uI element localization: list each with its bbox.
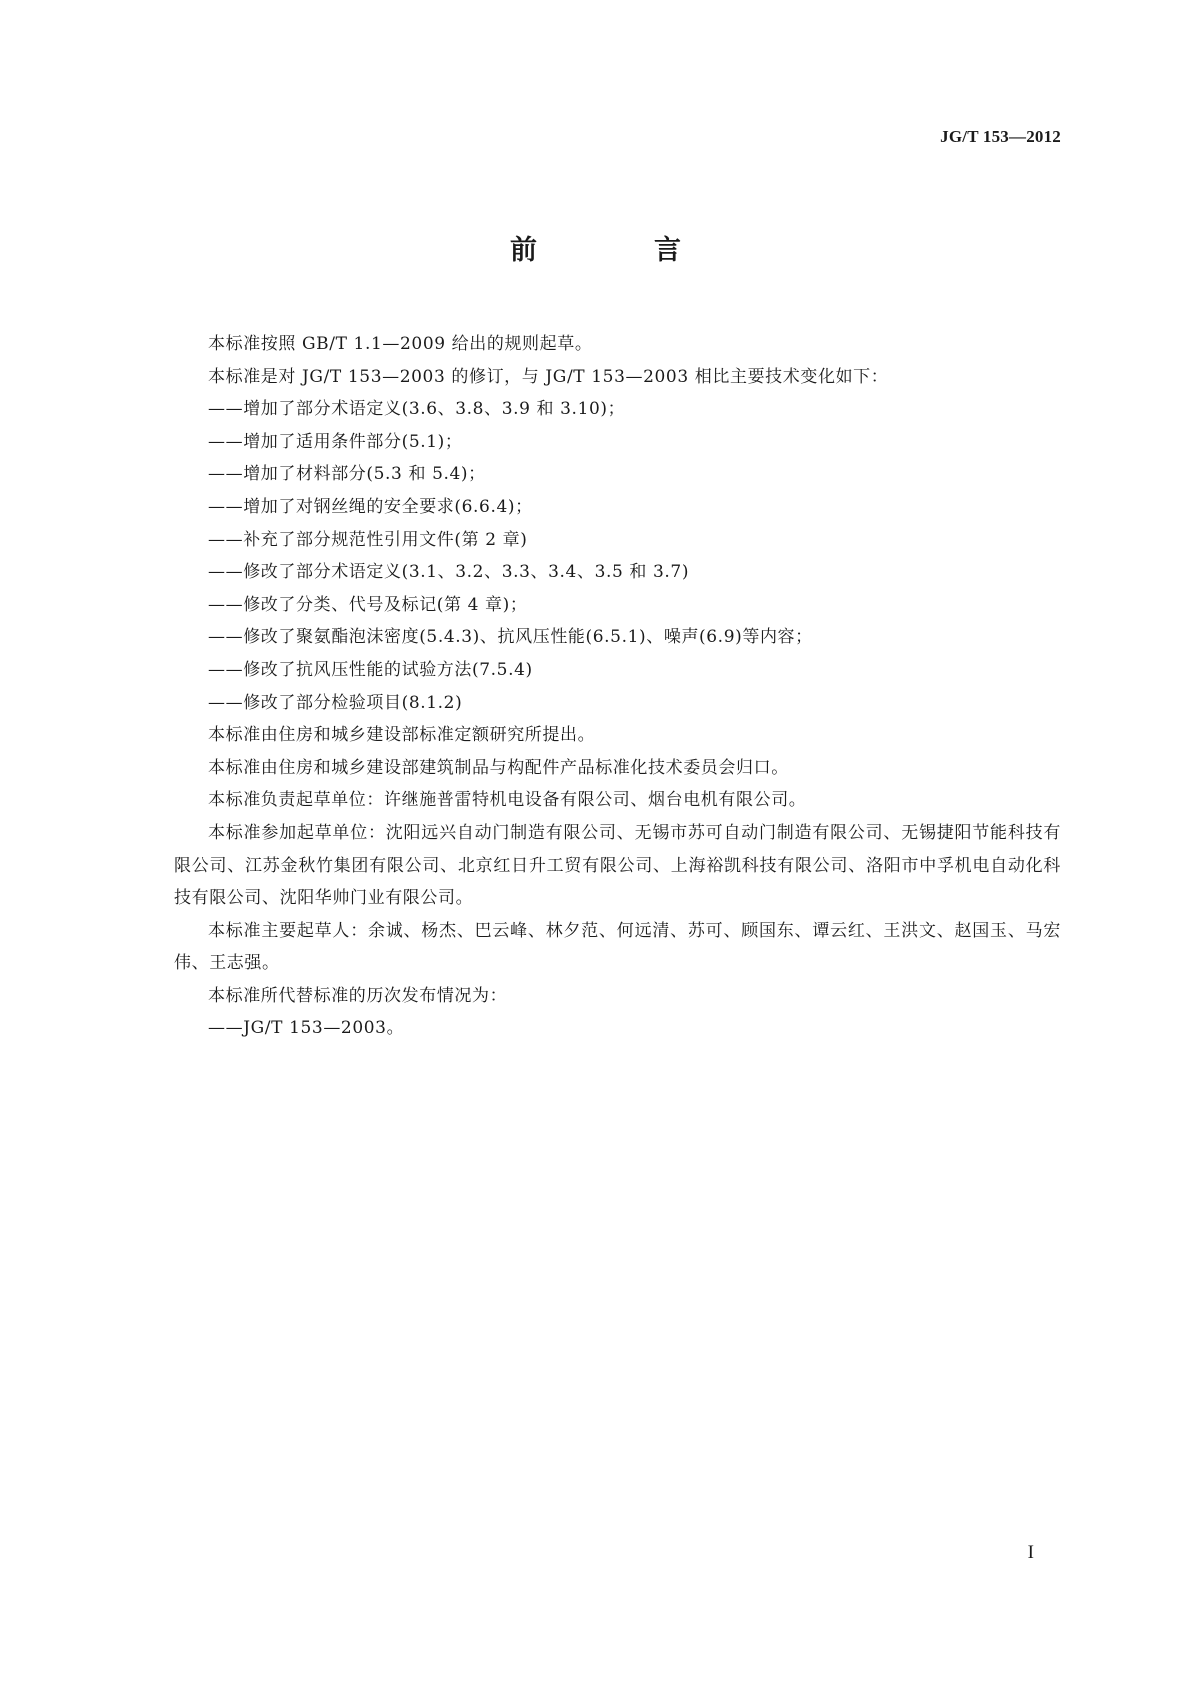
list-item: ——修改了抗风压性能的试验方法(7.5.4)	[208, 659, 533, 680]
foreword-body	[174, 328, 1061, 1045]
list-item: ——增加了对钢丝绳的安全要求(6.6.4)；	[208, 496, 533, 517]
list-item: ——补充了部分规范性引用文件(第 2 章)	[208, 529, 528, 550]
paragraph: 本标准所代替标准的历次发布情况为：	[208, 985, 508, 1006]
paragraph: 本标准由住房和城乡建设部标准定额研究所提出。	[208, 725, 596, 746]
paragraph: 本标准负责起草单位：许继施普雷特机电设备有限公司、烟台电机有限公司。	[208, 790, 807, 811]
standard-code: JG/T 153—2012	[940, 127, 1061, 146]
paragraph: 本标准是对 JG/T 153—2003 的修订，与 JG/T 153—2003 相比主要技术变化如下：	[208, 366, 889, 387]
list-item: ——增加了材料部分(5.3 和 5.4)；	[208, 464, 486, 485]
paragraph: 本标准参加起草单位：沈阳远兴自动门制造有限公司、无锡市苏可自动门制造有限公司、无锡捷阳节能科技有限公司、江苏金秋竹集团有限公司、北京红日升工贸有限公司、上海裕凯科技有限公司、洛阳市中孚机电自动化科技有限公司、沈阳华帅门业有限公司。	[174, 822, 1061, 909]
page-number: I	[1027, 1542, 1034, 1563]
paragraph: 本标准主要起草人：余诚、杨杰、巴云峰、林夕范、何远清、苏可、顾国东、谭云红、王洪文、赵国玉、马宏伟、王志强。	[174, 920, 1061, 974]
page-title: 前 言	[510, 235, 726, 266]
list-item: ——修改了聚氨酯泡沫密度(5.4.3)、抗风压性能(6.5.1)、噪声(6.9)等内容；	[208, 627, 813, 648]
list-item: ——修改了部分检验项目(8.1.2)	[208, 692, 463, 713]
paragraph: 本标准按照 GB/T 1.1—2009 给出的规则起草。	[208, 334, 593, 354]
list-item: ——增加了适用条件部分(5.1)；	[208, 431, 463, 452]
list-item: ——修改了分类、代号及标记(第 4 章)；	[208, 594, 528, 615]
paragraph: 本标准由住房和城乡建设部建筑制品与构配件产品标准化技术委员会归口。	[208, 757, 789, 778]
list-item: ——修改了部分术语定义(3.1、3.2、3.3、3.4、3.5 和 3.7)	[208, 562, 690, 583]
list-item: ——增加了部分术语定义(3.6、3.8、3.9 和 3.10)；	[208, 399, 626, 420]
list-item: ——JG/T 153—2003。	[208, 1018, 405, 1039]
